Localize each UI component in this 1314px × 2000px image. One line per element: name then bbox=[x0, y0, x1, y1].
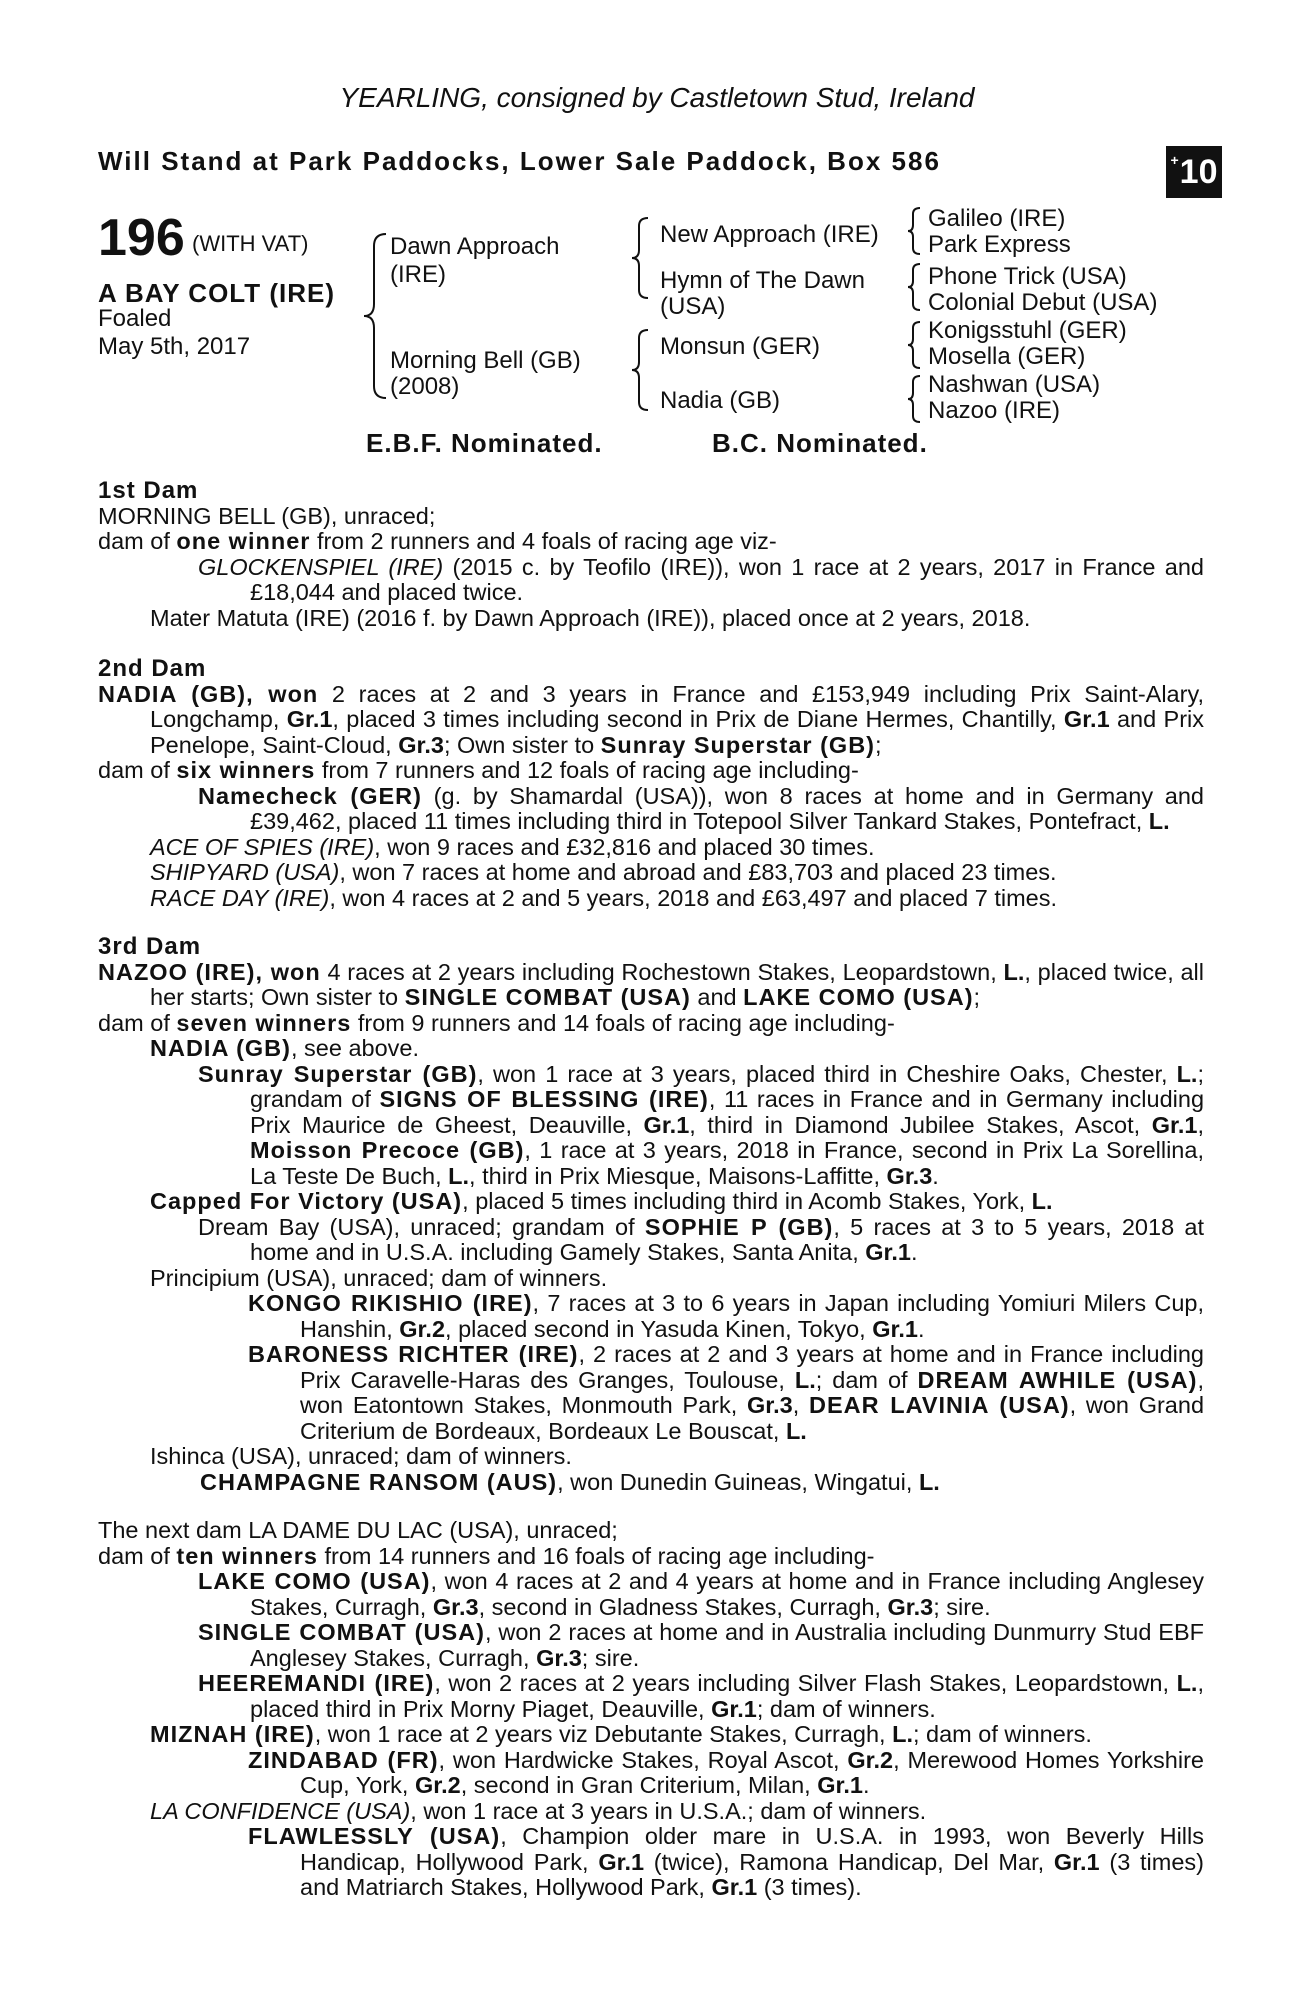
foaled-label: Foaled bbox=[98, 305, 172, 332]
badge-plus: + bbox=[1170, 152, 1179, 168]
pedigree-brace-gen2a bbox=[630, 216, 652, 300]
pedigree-brace-gen1 bbox=[360, 232, 390, 400]
gen3-5: Konigsstuhl (GER) bbox=[928, 317, 1127, 344]
badge-number: 10 bbox=[1179, 152, 1218, 191]
third-dam-entry: Sunray Superstar (GB), won 1 race at 3 years, placed third in Cheshire Oaks, Chester, L.; grandam of SIGNS OF BLESSING (IRE), 11 races in France and in Germany including Prix Maurice de Gheest, Deauville, Gr.1, third in Diamond Jubilee Stakes, Ascot, Gr.1, Moisson Precoce (GB), 1 race at 3 years, 2018 in France, second in Prix La Sorellina, La Teste De Buch, L., third in Prix Miesque, Maisons-Laffitte, Gr.3. bbox=[198, 1060, 1205, 1189]
second-dam-produce-line: dam of six winners from 7 runners and 12 foals of racing age including- bbox=[98, 757, 859, 783]
dam-dam: Nadia (GB) bbox=[660, 387, 781, 414]
next-dam-entry: LAKE COMO (USA), won 4 races at 2 and 4 years at home and in France including Anglesey Stakes, Curragh, Gr.3, second in Gladness Stakes, Curragh, Gr.3; sire. bbox=[198, 1568, 1204, 1620]
gen3-2: Park Express bbox=[928, 231, 1071, 258]
bc-nomination: B.C. Nominated. bbox=[712, 428, 928, 458]
second-dam-entry: Namecheck (GER) (g. by Shamardal (USA)), won 8 races at home and in Germany and £39,462, placed 11 times including third in Totepool Silver Tankard Stakes, Pontefract, L. bbox=[198, 782, 1205, 834]
sire-sire: New Approach (IRE) bbox=[660, 221, 879, 248]
pedigree-brace-gen3b bbox=[906, 262, 924, 312]
next-dam-subentry: FLAWLESSLY (USA), Champion older mare in U.S.A. in 1993, won Beverly Hills Handicap, Hollywood Park, Gr.1 (twice), Ramona Handicap, Del Mar, Gr.1 (3 times) and Matriarch Stakes, Hollywood Park, Gr.1 (3 times). bbox=[248, 1823, 1204, 1900]
gen3-3: Phone Trick (USA) bbox=[928, 263, 1127, 290]
page-heading: YEARLING, consigned by Castletown Stud, Ireland bbox=[339, 82, 975, 113]
second-dam-entry: SHIPYARD (USA), won 7 races at home and abroad and £83,703 and placed 23 times. bbox=[150, 859, 1057, 885]
next-dam-subentry: ZINDABAD (FR), won Hardwicke Stakes, Royal Ascot, Gr.2, Merewood Homes Yorkshire Cup, York, Gr.2, second in Gran Criterium, Milan, Gr.1. bbox=[248, 1746, 1204, 1798]
second-dam-entry: ACE OF SPIES (IRE), won 9 races and £32,816 and placed 30 times. bbox=[150, 833, 875, 860]
pedigree-brace-gen3c bbox=[906, 320, 924, 370]
second-dam-record: NADIA (GB), won 2 races at 2 and 3 years in France and £153,949 including Prix Saint-Alary, Longchamp, Gr.1, placed 3 times including second in Prix de Diane Hermes, Chantilly, Gr.1 and Prix Penelope, Saint-Cloud, Gr.3; Own sister to Sunray Superstar (GB); bbox=[98, 680, 1204, 758]
sire-name: Dawn Approach bbox=[390, 233, 560, 260]
first-dam-intro: MORNING BELL (GB), unraced; bbox=[98, 502, 436, 529]
first-dam-produce-line: dam of one winner from 2 runners and 4 foals of racing age viz- bbox=[98, 528, 777, 554]
third-dam-section bbox=[98, 934, 1204, 1495]
third-dam-record: NAZOO (IRE), won 4 races at 2 years including Rochestown Stakes, Leopardstown, L., placed twice, all her starts; Own sister to SINGLE COMBAT (USA) and LAKE COMO (USA); bbox=[98, 958, 1204, 1010]
gen3-1: Galileo (IRE) bbox=[928, 205, 1066, 232]
dam-year: (2008) bbox=[390, 373, 460, 400]
third-dam-produce-line: dam of seven winners from 9 runners and 14 foals of racing age including- bbox=[98, 1009, 895, 1036]
pedigree-brace-gen3d bbox=[906, 374, 924, 424]
third-dam-subentry: BARONESS RICHTER (IRE), 2 races at 2 and 3 years at home and in France including Prix Caravelle-Haras des Granges, Toulouse, L.; dam of DREAM AWHILE (USA), won Eatontown Stakes, Monmouth Park, Gr.3, DEAR LAVINIA (USA), won Grand Criterium de Bordeaux, Bordeaux Le Bouscat, L. bbox=[248, 1341, 1205, 1444]
gen3-4: Colonial Debut (USA) bbox=[928, 289, 1158, 316]
first-dam-section bbox=[98, 478, 1204, 631]
pedigree-brace-gen2b bbox=[630, 328, 652, 412]
third-dam-heading: 3rd Dam bbox=[98, 933, 202, 960]
gen3-7: Nashwan (USA) bbox=[928, 371, 1101, 398]
second-dam-heading: 2nd Dam bbox=[98, 655, 207, 682]
lot-badge bbox=[1166, 146, 1222, 198]
third-dam-entry: Principium (USA), unraced; dam of winners. bbox=[150, 1264, 608, 1291]
third-dam-subentry: KONGO RIKISHIO (IRE), 7 races at 3 to 6 years in Japan including Yomiuri Milers Cup, Hanshin, Gr.2, placed second in Yasuda Kinen, Tokyo, Gr.1. bbox=[248, 1290, 1204, 1342]
stand-location: Will Stand at Park Paddocks, Lower Sale Paddock, Box 586 bbox=[98, 146, 941, 176]
ebf-nomination: E.B.F. Nominated. bbox=[366, 428, 603, 458]
third-dam-entry: Dream Bay (USA), unraced; grandam of SOPHIE P (GB), 5 races at 3 to 5 years, 2018 at home and in U.S.A. including Gamely Stakes, Santa Anita, Gr.1. bbox=[198, 1213, 1205, 1265]
third-dam-entry: NADIA (GB), see above. bbox=[150, 1035, 420, 1061]
dam-sire: Monsun (GER) bbox=[660, 333, 821, 360]
vat-note: (WITH VAT) bbox=[192, 231, 309, 256]
first-dam-entry: GLOCKENSPIEL (IRE) (2015 c. by Teofilo (IRE)), won 1 race at 2 years, 2017 in France and £18,044 and placed twice. bbox=[198, 553, 1204, 605]
foaled-date: May 5th, 2017 bbox=[98, 333, 251, 360]
next-dam-entry: LA CONFIDENCE (USA), won 1 race at 3 years in U.S.A.; dam of winners. bbox=[150, 1797, 927, 1824]
next-dam-intro: The next dam LA DAME DU LAC (USA), unraced; bbox=[98, 1517, 618, 1543]
next-dam-section bbox=[98, 1518, 1204, 1901]
sire-dam-origin: (USA) bbox=[660, 293, 726, 320]
third-dam-subentry: CHAMPAGNE RANSOM (AUS), won Dunedin Guineas, Wingatui, L. bbox=[200, 1468, 940, 1495]
next-dam-produce-line: dam of ten winners from 14 runners and 16 foals of racing age including- bbox=[98, 1542, 875, 1569]
first-dam-entry: Mater Matuta (IRE) (2016 f. by Dawn Approach (IRE)), placed once at 2 years, 2018. bbox=[150, 604, 1031, 631]
first-dam-heading: 1st Dam bbox=[98, 477, 199, 504]
third-dam-entry: Capped For Victory (USA), placed 5 times including third in Acomb Stakes, York, L. bbox=[150, 1188, 1053, 1214]
next-dam-entry: SINGLE COMBAT (USA), won 2 races at home and in Australia including Dunmurry Stud EBF Anglesey Stakes, Curragh, Gr.3; sire. bbox=[198, 1619, 1204, 1671]
gen3-8: Nazoo (IRE) bbox=[928, 397, 1061, 424]
next-dam-entry: HEEREMANDI (IRE), won 2 races at 2 years including Silver Flash Stakes, Leopardstown, L., placed third in Prix Morny Piaget, Deauville, Gr.1; dam of winners. bbox=[198, 1670, 1204, 1722]
sire-origin: (IRE) bbox=[390, 261, 446, 288]
second-dam-section bbox=[98, 656, 1204, 911]
second-dam-entry: RACE DAY (IRE), won 4 races at 2 and 5 years, 2018 and £63,497 and placed 7 times. bbox=[150, 884, 1058, 911]
sire-dam: Hymn of The Dawn bbox=[660, 267, 865, 294]
dam-name: Morning Bell (GB) bbox=[390, 347, 581, 374]
lot-name: A BAY COLT (IRE) bbox=[98, 278, 336, 308]
gen3-6: Mosella (GER) bbox=[928, 343, 1086, 370]
third-dam-entry: Ishinca (USA), unraced; dam of winners. bbox=[150, 1443, 572, 1469]
next-dam-entry: MIZNAH (IRE), won 1 race at 2 years viz Debutante Stakes, Curragh, L.; dam of winners. bbox=[150, 1721, 1092, 1747]
pedigree-brace-gen3a bbox=[906, 206, 924, 256]
lot-number: 196 bbox=[98, 209, 185, 267]
